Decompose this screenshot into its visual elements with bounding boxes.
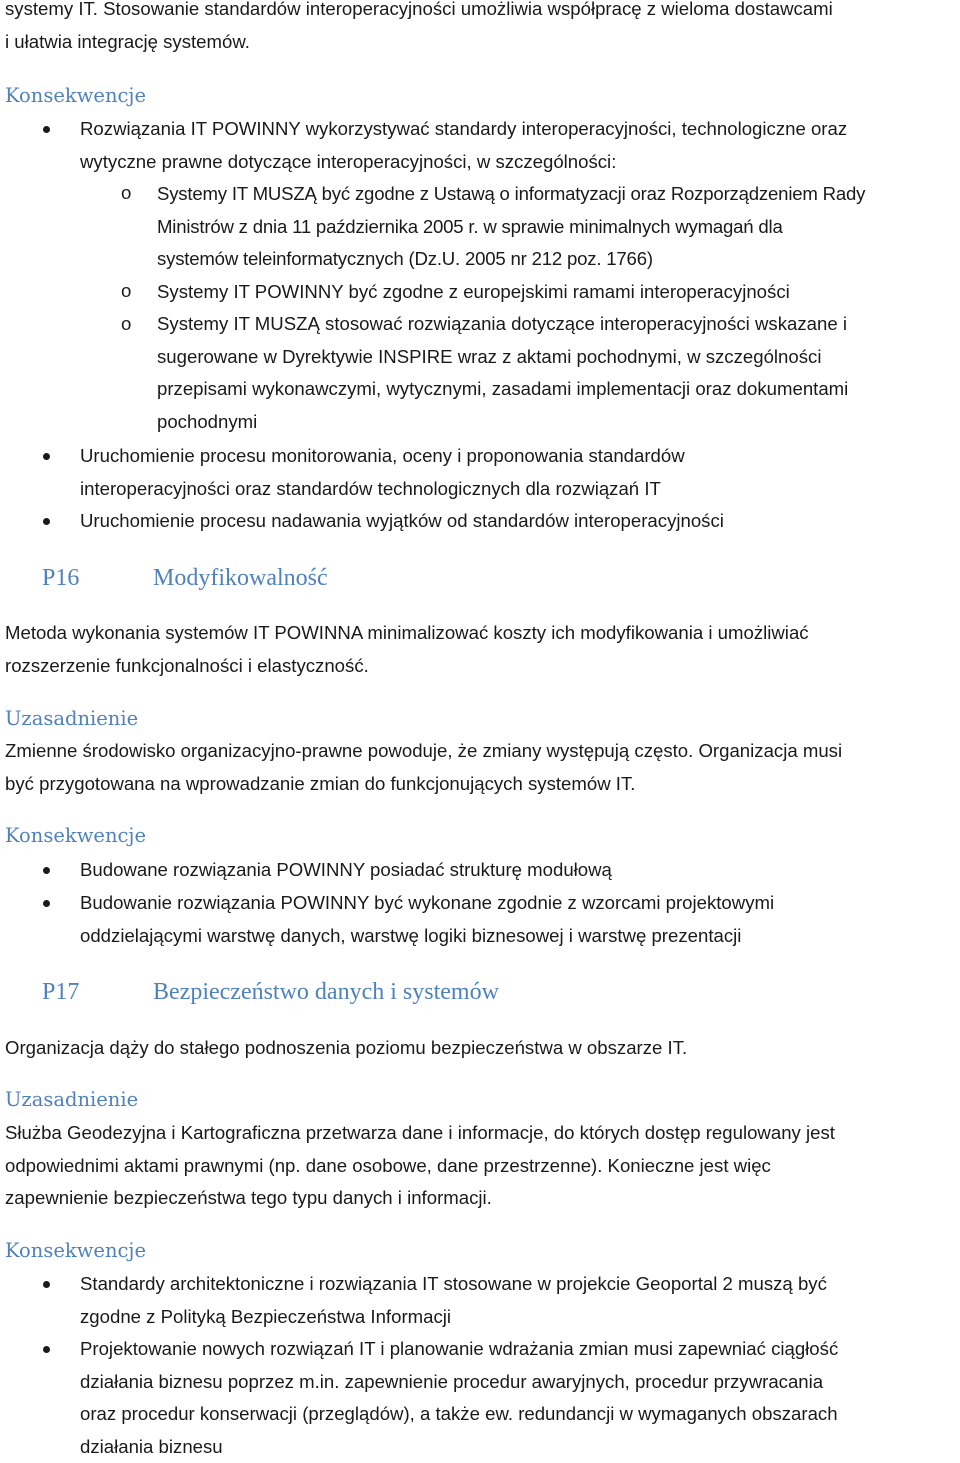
rationale-paragraph — [5, 735, 842, 800]
sub-list-item — [157, 276, 790, 309]
list-item — [80, 887, 774, 952]
list-item — [80, 505, 724, 538]
list-item — [80, 1333, 838, 1463]
text-line: Ministrów z dnia 11 października 2005 r. w sprawie minimalnych wymagań dla — [157, 215, 783, 237]
section-heading-consequences: Konsekwencje — [5, 84, 147, 107]
text-line: działania biznesu poprzez m.in. zapewnienie procedur awaryjnych, procedur przywracania — [80, 1370, 824, 1392]
sub-bullet-marker: o — [121, 313, 132, 334]
text-line: oddzielającymi warstwę danych, warstwę logiki biznesowej i warstwę prezentacji — [80, 924, 742, 946]
text-line: Metoda wykonania systemów IT POWINNA minimalizować koszty ich modyfikowania i umożliwiać — [5, 622, 809, 643]
text-line: Systemy IT MUSZĄ być zgodne z Ustawą o informatyzacji oraz Rozporządzeniem Rady — [157, 183, 866, 204]
text-line: Systemy IT POWINNY być zgodne z europejskimi ramami interoperacyjności — [157, 281, 790, 302]
intro-paragraph — [5, 0, 833, 58]
bullet-icon — [43, 453, 50, 460]
rationale-paragraph — [5, 1117, 835, 1215]
section-heading-rationale: Uzasadnienie — [5, 707, 139, 730]
section-heading-consequences: Konsekwencje — [5, 1239, 147, 1262]
text-line: przepisami wykonawczymi, wytycznymi, zasadami implementacji oraz dokumentami — [157, 378, 849, 400]
text-line: wytyczne prawne dotyczące interoperacyjności, w szczególności: — [80, 150, 617, 172]
text-line: Rozwiązania IT POWINNY wykorzystywać standardy interoperacyjności, technologiczne oraz — [80, 118, 848, 139]
bullet-icon — [43, 518, 50, 525]
text-line: Budowanie rozwiązania POWINNY być wykonane zgodnie z wzorcami projektowymi — [80, 892, 775, 913]
text-line: interoperacyjności oraz standardów technologicznych dla rozwiązań IT — [80, 477, 661, 499]
text-line: zgodne z Polityką Bezpieczeństwa Informacji — [80, 1305, 452, 1327]
bullet-icon — [43, 900, 50, 907]
text-line: pochodnymi — [157, 410, 258, 432]
text-line: Uruchomienie procesu nadawania wyjątków od standardów interoperacyjności — [80, 510, 724, 531]
bullet-icon — [43, 1346, 50, 1353]
list-item — [80, 1268, 827, 1333]
text-line: odpowiednimi aktami prawnymi (np. dane osobowe, dane przestrzenne). Konieczne jest więc — [5, 1154, 771, 1176]
principle-title: Modyfikowalność — [153, 565, 328, 591]
text-line: systemów teleinformatycznych (Dz.U. 2005 nr 212 poz. 1766) — [157, 248, 653, 270]
principle-statement — [5, 1032, 687, 1065]
sub-list-item — [157, 178, 865, 276]
text-line: Zmienne środowisko organizacyjno-prawne powoduje, że zmiany występują często. Organizacja musi — [5, 740, 843, 761]
sub-list-item — [157, 308, 848, 438]
bullet-icon — [43, 126, 50, 133]
list-item — [80, 440, 685, 505]
text-line: zapewnienie bezpieczeństwa tego typu danych i informacji. — [5, 1187, 492, 1209]
principle-number: P17 — [42, 979, 80, 1005]
section-heading-consequences: Konsekwencje — [5, 824, 147, 847]
text-line: działania biznesu — [80, 1435, 223, 1457]
bullet-icon — [43, 1281, 50, 1288]
list-item — [80, 854, 612, 887]
principle-number: P16 — [42, 565, 80, 591]
principle-title: Bezpieczeństwo danych i systemów — [153, 979, 499, 1005]
bullet-icon — [43, 867, 50, 874]
text-line: rozszerzenie funkcjonalności i elastyczność. — [5, 654, 369, 676]
sub-bullet-marker: o — [121, 280, 132, 301]
text-line: oraz procedur konserwacji (przeglądów), a także ew. redundancji w wymaganych obszarach — [80, 1403, 838, 1425]
list-item — [80, 113, 847, 178]
text-line: Służba Geodezyjna i Kartograficzna przetwarza dane i informacje, do których dostęp regulowany jest — [5, 1122, 835, 1143]
text-line: systemy IT. Stosowanie standardów interoperacyjności umożliwia współpracę z wieloma dostawcami — [5, 0, 833, 19]
text-line: sugerowane w Dyrektywie INSPIRE wraz z aktami pochodnymi, w szczególności — [157, 345, 822, 367]
text-line: Systemy IT MUSZĄ stosować rozwiązania dotyczące interoperacyjności wskazane i — [157, 313, 847, 334]
text-line: Budowane rozwiązania POWINNY posiadać strukturę modułową — [80, 859, 612, 880]
text-line: Standardy architektoniczne i rozwiązania IT stosowane w projekcie Geoportal 2 muszą być — [80, 1273, 827, 1294]
text-line: Organizacja dąży do stałego podnoszenia poziomu bezpieczeństwa w obszarze IT. — [5, 1037, 688, 1058]
principle-statement — [5, 617, 809, 682]
text-line: Uruchomienie procesu monitorowania, oceny i proponowania standardów — [80, 445, 685, 466]
sub-bullet-marker: o — [121, 182, 132, 203]
text-line: być przygotowana na wprowadzanie zmian do funkcjonujących systemów IT. — [5, 772, 636, 794]
section-heading-rationale: Uzasadnienie — [5, 1088, 139, 1111]
text-line: i ułatwia integrację systemów. — [5, 30, 250, 52]
text-line: Projektowanie nowych rozwiązań IT i planowanie wdrażania zmian musi zapewniać ciągłość — [80, 1338, 839, 1359]
